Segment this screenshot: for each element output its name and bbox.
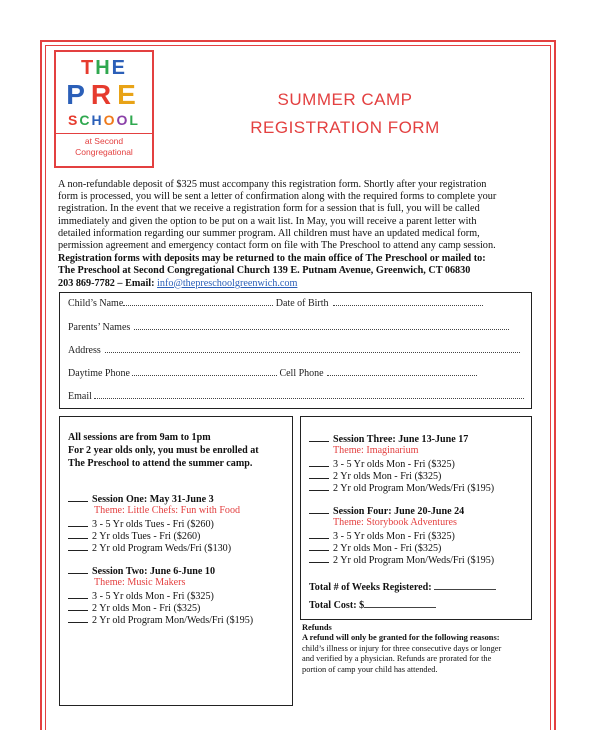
- sessions-left-box: [59, 416, 293, 706]
- contact-info-box: [59, 292, 532, 409]
- s2-option-3-blank[interactable]: [68, 614, 88, 623]
- total-weeks-row: Total # of Weeks Registered:: [309, 581, 496, 593]
- parents-field[interactable]: [134, 321, 509, 330]
- s4-option-1[interactable]: 3 - 5 Yr olds Mon - Fri ($325): [309, 530, 455, 542]
- daytime-phone-field[interactable]: [132, 367, 277, 376]
- intro-paragraph: A non-refundable deposit of $325 must accompany this registration form. Shortly after your registration form is processed, you will be sent a letter of confirmation along with the required forms to complete your registration. In the event that we receive a registration form for a session that is full, you will be called immediately and given the option to be put on a wait list. In May, you will receive a parent letter with detailed information regarding our summer program. All children must have an updated medical form, permission agreement and emergency contact form on file with The Preschool to attend any camp session.: [58, 179, 497, 252]
- total-cost-field[interactable]: [364, 599, 436, 608]
- dob-field[interactable]: [333, 297, 483, 306]
- session-three-title: Session Three: June 13-June 17: [309, 433, 468, 445]
- s4-option-2[interactable]: 2 Yr olds Mon - Fri ($325): [309, 542, 441, 554]
- s4-option-3-blank[interactable]: [309, 554, 329, 563]
- s2-option-1-blank[interactable]: [68, 590, 88, 599]
- logo-school: SCHOOL: [68, 112, 140, 128]
- s3-option-2[interactable]: 2 Yr olds Mon - Fri ($325): [309, 470, 441, 482]
- refunds-heading: Refunds: [302, 623, 332, 632]
- hours-line2: For 2 year olds only, you must be enrolled at: [68, 445, 259, 456]
- mailing-info: Registration forms with deposits may be returned to the main office of The Preschool or mailed to: The Preschool at Second Congregational Church 139 E. Putnam Avenue, Greenwich, CT 06830 203 869-7782 – Email: info@thepreschoolgreenwich.com: [58, 253, 486, 289]
- refunds-line4: portion of camp your child has attended.: [302, 664, 438, 674]
- s1-option-2-blank[interactable]: [68, 530, 88, 539]
- s1-option-2[interactable]: 2 Yr olds Tues - Fri ($260): [68, 530, 200, 542]
- email-row: Email: [68, 390, 524, 402]
- s3-option-3[interactable]: 2 Yr old Program Mon/Weds/Fri ($195): [309, 482, 494, 494]
- hours-line1: All sessions are from 9am to 1pm: [68, 432, 211, 443]
- s4-option-2-blank[interactable]: [309, 542, 329, 551]
- session-four-title: Session Four: June 20-June 24: [309, 505, 464, 517]
- logo-subtitle: at Second Congregational: [56, 133, 152, 158]
- s3-option-2-blank[interactable]: [309, 470, 329, 479]
- s4-option-3[interactable]: 2 Yr old Program Mon/Weds/Fri ($195): [309, 554, 494, 566]
- refunds-line2: child’s illness or injury for three consecutive days or longer: [302, 643, 502, 653]
- phone-row: Daytime Phone Cell Phone: [68, 367, 477, 379]
- sessions-right-box: [300, 416, 532, 620]
- refunds-section: [302, 623, 534, 675]
- email-link[interactable]: info@thepreschoolgreenwich.com: [157, 277, 298, 289]
- s1-option-1-blank[interactable]: [68, 518, 88, 527]
- logo-pre: PRE: [66, 79, 142, 110]
- s2-option-3[interactable]: 2 Yr old Program Mon/Weds/Fri ($195): [68, 614, 253, 626]
- session-two-title: Session Two: June 6-June 10: [68, 565, 215, 577]
- child-name-row: Child’s Name Date of Birth: [68, 297, 483, 309]
- refunds-line3: and verified by a physician. Refunds are prorated for the: [302, 654, 492, 664]
- child-name-field[interactable]: [123, 297, 273, 306]
- s3-option-1[interactable]: 3 - 5 Yr olds Mon - Fri ($325): [309, 458, 455, 470]
- cell-phone-field[interactable]: [327, 367, 477, 376]
- hours-line3: The Preschool to attend the summer camp.: [68, 458, 253, 469]
- session-one-title: Session One: May 31-June 3: [68, 493, 214, 505]
- email-field[interactable]: [94, 390, 524, 399]
- s2-option-1[interactable]: 3 - 5 Yr olds Mon - Fri ($325): [68, 590, 214, 602]
- s1-option-1[interactable]: 3 - 5 Yr olds Tues - Fri ($260): [68, 518, 214, 530]
- logo-the: THE: [80, 57, 127, 79]
- session-two-theme: Theme: Music Makers: [94, 577, 186, 588]
- total-weeks-field[interactable]: [434, 581, 496, 590]
- address-field[interactable]: [105, 344, 520, 353]
- s1-option-3[interactable]: 2 Yr old Program Weds/Fri ($130): [68, 542, 231, 554]
- session-three-checkbox[interactable]: [309, 433, 329, 442]
- s2-option-2-blank[interactable]: [68, 602, 88, 611]
- address-row: Address: [68, 344, 520, 356]
- session-two-checkbox[interactable]: [68, 565, 88, 574]
- s3-option-1-blank[interactable]: [309, 458, 329, 467]
- s1-option-3-blank[interactable]: [68, 542, 88, 551]
- title-line2: REGISTRATION FORM: [250, 118, 440, 137]
- parents-row: Parents’ Names: [68, 321, 509, 333]
- session-four-theme: Theme: Storybook Adventures: [333, 517, 457, 528]
- refunds-line1: A refund will only be granted for the following reasons:: [302, 633, 500, 643]
- title-line1: SUMMER CAMP: [277, 90, 413, 109]
- s4-option-1-blank[interactable]: [309, 530, 329, 539]
- session-four-checkbox[interactable]: [309, 505, 329, 514]
- s3-option-3-blank[interactable]: [309, 482, 329, 491]
- s2-option-2[interactable]: 2 Yr olds Mon - Fri ($325): [68, 602, 200, 614]
- total-cost-row: Total Cost: $: [309, 599, 436, 611]
- session-one-checkbox[interactable]: [68, 493, 88, 502]
- session-three-theme: Theme: Imaginarium: [333, 445, 419, 456]
- session-one-theme: Theme: Little Chefs: Fun with Food: [94, 505, 241, 516]
- preschool-logo: [54, 50, 154, 168]
